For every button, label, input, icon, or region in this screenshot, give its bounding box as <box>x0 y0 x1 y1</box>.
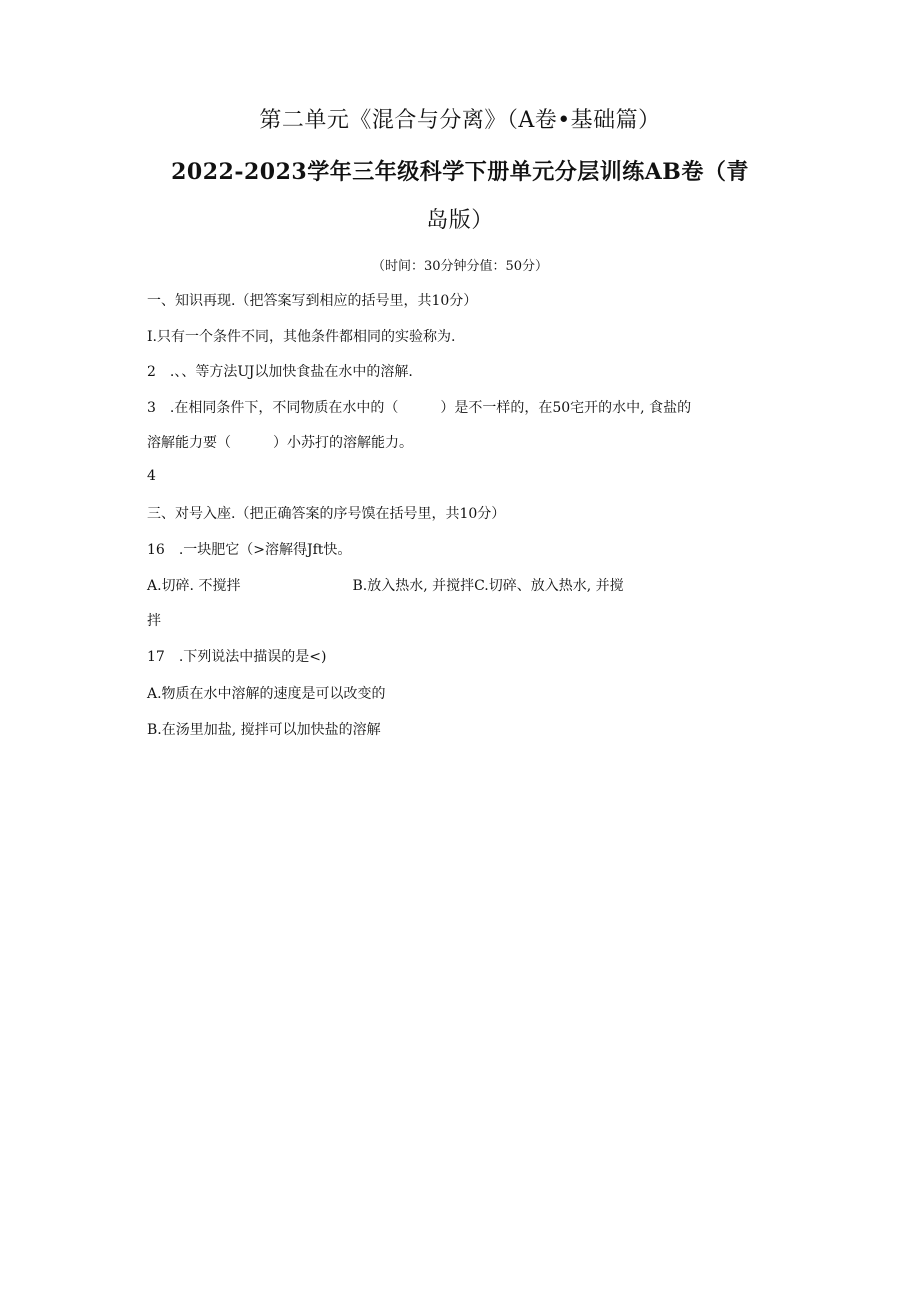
document-title-line-3: 岛版） <box>426 208 494 233</box>
question-17-option-b: B.在汤里加盐, 搅拌可以加快盐的溶解 <box>147 722 381 738</box>
question-1: I.只有一个条件不同，其他条件都相同的实验称为. <box>147 329 456 345</box>
exam-time-score: （时间：30分钟分值：50分） <box>371 259 549 274</box>
question-3: 3 .在相同条件下，不同物质在水中的（ ）是不一样的，在50宅开的水中, 食盐的 <box>147 400 692 416</box>
section-heading-knowledge: 一、知识再现.（把答案写到相应的括号里，共10分） <box>147 293 478 309</box>
document-title-line-1: 第二单元《混合与分离》（A卷•基础篇） <box>259 108 661 133</box>
question-2: 2 .、、等方法UJ以加快食盐在水中的溶解. <box>147 364 413 380</box>
section-heading-choice: 三、对号入座.（把正确答案的序号馍在括号里，共10分） <box>147 506 506 522</box>
question-16-options-continued: 拌 <box>147 613 161 629</box>
question-4: 4 <box>147 468 156 484</box>
question-17-option-a: A.物质在水中溶解的速度是可以改变的 <box>147 686 386 702</box>
question-17: 17 .下列说法中描误的是<) <box>147 649 327 665</box>
document-title-line-2: 2022-2023学年三年级科学下册单元分层训练AB卷（青 <box>171 159 749 185</box>
question-16-options: A.切碎. 不搅拌 B.放入热水, 并搅拌C.切碎、放入热水, 并搅 <box>147 578 624 594</box>
question-3-continued: 溶解能力要（ ）小苏打的溶解能力。 <box>147 435 413 451</box>
question-16: 16 .一块肥它（>溶解得Jft快。 <box>147 542 352 558</box>
